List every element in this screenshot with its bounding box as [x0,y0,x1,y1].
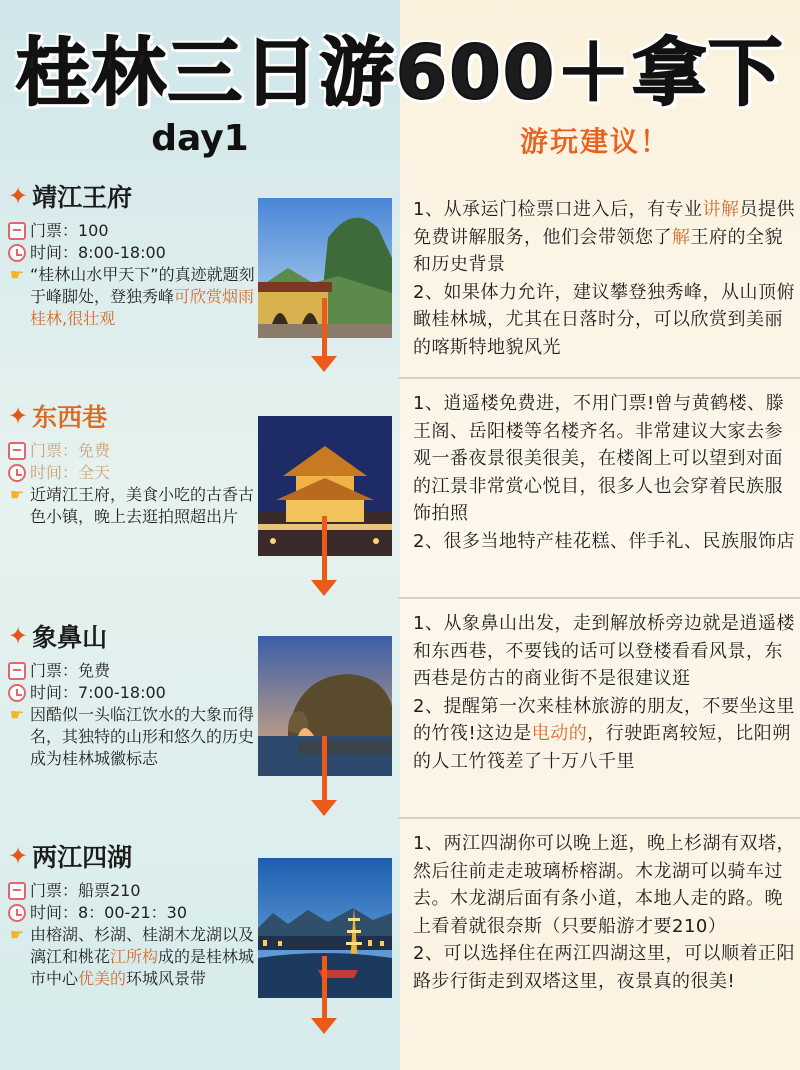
section-tips [413,610,795,775]
ticket-icon [8,222,26,240]
section-info [8,220,258,330]
tip-2: 2、很多当地特产桂花糕、伴手礼、民族服饰店 [413,530,795,552]
day-label: day1 [151,118,249,159]
down-arrow-icon [310,516,338,596]
tip-2: 2、提醒第一次来桂林旅游的朋友，不要坐这里的竹筏!这边是电动的，行驶距离较短，比阳朔的人工竹筏差了十万八千里 [413,695,795,772]
tip-1: 1、从承运门检票口进入后，有专业讲解员提供免费讲解服务，他们会带领您了解王府的全貌和历史背景 [413,199,795,275]
ticket-price: 门票：免费 [30,661,111,680]
section-divider [398,377,800,379]
section-info [8,880,258,990]
tips-heading: 游玩建议！ [520,125,671,158]
clock-icon [8,464,26,482]
opening-hours: 时间：8:00-18:00 [30,243,166,262]
hand-point-icon: ☛ [9,485,25,504]
description: 由榕湖、杉湖、桂湖木龙湖以及漓江和桃花江所构成的是桂林城市中心优美的环城风景带 [30,925,255,988]
opening-hours: 时间：7:00-18:00 [30,683,166,702]
clock-icon [8,684,26,702]
description: “桂林山水甲天下”的真迹就题刻于峰脚处，登独秀峰可欣赏烟雨桂林,很壮观 [30,265,255,328]
tip-1: 1、从象鼻山出发，走到解放桥旁边就是逍遥楼和东西巷，不要钱的话可以登楼看看风景，东西巷是仿古的商业街不是很建议逛 [413,613,795,689]
section-title [8,178,132,214]
hand-point-icon: ☛ [9,705,25,724]
down-arrow-icon [310,956,338,1034]
main-title: 桂林三日游600＋拿下 [15,30,785,116]
sparkle-icon: ✦ [8,182,29,210]
ticket-icon [8,662,26,680]
section-name: 靖江王府 [32,183,133,212]
section-title [8,838,132,874]
opening-hours: 时间：全天 [30,463,111,482]
clock-icon [8,904,26,922]
hand-point-icon: ☛ [9,265,25,284]
section-name: 象鼻山 [32,623,108,652]
tip-2: 2、可以选择住在两江四湖这里，可以顺着正阳路步行街走到双塔这里，夜景真的很美! [413,943,795,992]
tip-2: 2、如果体力允许，建议攀登独秀峰，从山顶俯瞰桂林城，尤其在日落时分，可以欣赏到美丽的喀斯特地貌风光 [413,281,795,358]
tip-1: 1、两江四湖你可以晚上逛，晚上杉湖有双塔，然后往前走走玻璃桥榕湖。木龙湖可以骑车过去。木龙湖后面有条小道，本地人走的路。晚上看着就很奈斯（只要船游才要210） [413,833,795,937]
ticket-icon [8,882,26,900]
down-arrow-icon [310,298,338,372]
ticket-price: 门票：100 [30,221,109,240]
down-arrow-icon [310,736,338,816]
sparkle-icon: ✦ [8,622,29,650]
section-tips [413,830,795,995]
ticket-price: 门票：船票210 [30,881,141,900]
clock-icon [8,244,26,262]
section-divider [398,597,800,599]
hand-point-icon: ☛ [9,925,25,944]
sparkle-icon: ✦ [8,842,29,870]
tip-1: 1、逍遥楼免费进，不用门票!曾与黄鹤楼、滕王阁、岳阳楼等名楼齐名。非常建议大家去参观一番夜景很美很美，在楼阁上可以望到对面的江景非常赏心悦目，很多人也会穿着民族服饰拍照 [413,393,785,524]
section-title [8,398,107,434]
description: 近靖江王府，美食小吃的古香古色小镇，晚上去逛拍照超出片 [30,485,255,526]
section-name: 东西巷 [32,403,108,432]
opening-hours: 时间：8：00-21：30 [30,903,188,922]
section-title [8,618,107,654]
section-divider [398,817,800,819]
section-info [8,440,258,528]
section-tips [413,390,795,555]
description: 因酷似一头临江饮水的大象而得名，其独特的山形和悠久的历史成为桂林城徽标志 [30,705,255,768]
ticket-icon [8,442,26,460]
ticket-price: 门票：免费 [30,441,111,460]
section-info [8,660,258,770]
section-tips [413,196,795,361]
sparkle-icon: ✦ [8,402,29,430]
section-name: 两江四湖 [32,843,133,872]
